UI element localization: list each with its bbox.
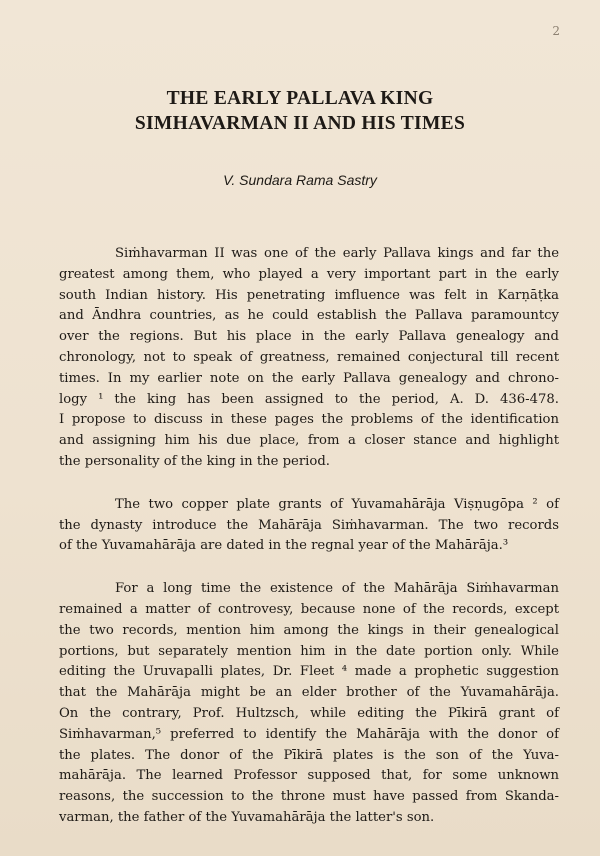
paragraph-3	[59, 579, 559, 829]
paragraph-line: of the Yuvamahārāja are dated in the regnal year of the Mahārāja.³	[59, 538, 509, 554]
paragraph-line: logy ¹ the king has been assigned to the period, A. D. 436-478.	[59, 391, 559, 407]
paragraph-line: For a long time the existence of the Mahārāja Siṁhavarman	[115, 581, 559, 597]
paragraph-line: remained a matter of controvesy, because none of the records, except	[59, 601, 559, 617]
paragraph-line: the personality of the king in the period.	[59, 453, 330, 469]
paragraph-line: chronology, not to speak of greatness, remained conjectural till recent	[59, 349, 559, 365]
author-byline: V. Sundara Rama Sastry	[223, 172, 377, 188]
paragraph-line: reasons, the succession to the throne must have passed from Skanda-	[59, 789, 559, 805]
page-corner-mark: 2	[552, 24, 560, 38]
article-body	[59, 244, 559, 829]
paragraph-line: varman, the father of the Yuvamahārāja the latter's son.	[59, 809, 435, 825]
paragraph-line: portions, but separately mention him in the date portion only. While	[59, 643, 559, 659]
paragraph-line: On the contrary, Prof. Hultzsch, while editing the Pīkirā grant of	[59, 705, 559, 721]
paragraph-line: mahārāja. The learned Professor supposed that, for some unknown	[59, 768, 559, 784]
paragraph-line: Siṁhavarman II was one of the early Pallava kings and far the	[115, 246, 559, 261]
paragraph-line: greatest among them, who played a very important part in the early	[59, 266, 559, 282]
paragraph-line: and assigning him his due place, from a closer stance and highlight	[59, 433, 559, 449]
paragraph-line: times. In my earlier note on the early Pallava genealogy and chrono-	[59, 370, 559, 386]
paragraph-line: Siṁhavarman,⁵ preferred to identify the Mahārāja with the donor of	[59, 726, 559, 742]
paragraph-line: that the Mahārāja might be an elder brother of the Yuvamahārāja.	[59, 685, 559, 701]
paragraph-line: over the regions. But his place in the early Pallava genealogy and	[59, 329, 559, 345]
paragraph-line: I propose to discuss in these pages the problems of the identification	[59, 412, 559, 428]
paragraph-line: and Āndhra countries, as he could establish the Pallava paramountcy	[59, 308, 559, 324]
article-title	[0, 86, 600, 136]
paragraph-line: the plates. The donor of the Pīkirā plates is the son of the Yuva-	[59, 747, 559, 763]
title-line-2: SIMHAVARMAN II AND HIS TIMES	[134, 113, 466, 134]
paragraph-line: editing the Uruvapalli plates, Dr. Fleet ⁴ made a prophetic suggestion	[59, 664, 559, 680]
paragraph-line: the dynasty introduce the Mahārāja Siṁhavarman. The two records	[59, 517, 559, 533]
title-line-1: THE EARLY PALLAVA KING	[166, 88, 434, 109]
paragraph-line: south Indian history. His penetrating imfluence was felt in Karṇāṭka	[59, 287, 559, 303]
paragraph-2	[59, 495, 559, 557]
paragraph-line: the two records, mention him among the kings in their genealogical	[59, 622, 559, 638]
paragraph-1	[59, 244, 559, 473]
paragraph-line: The two copper plate grants of Yuvamahārāja Viṣṇugōpa ² of	[115, 496, 559, 512]
